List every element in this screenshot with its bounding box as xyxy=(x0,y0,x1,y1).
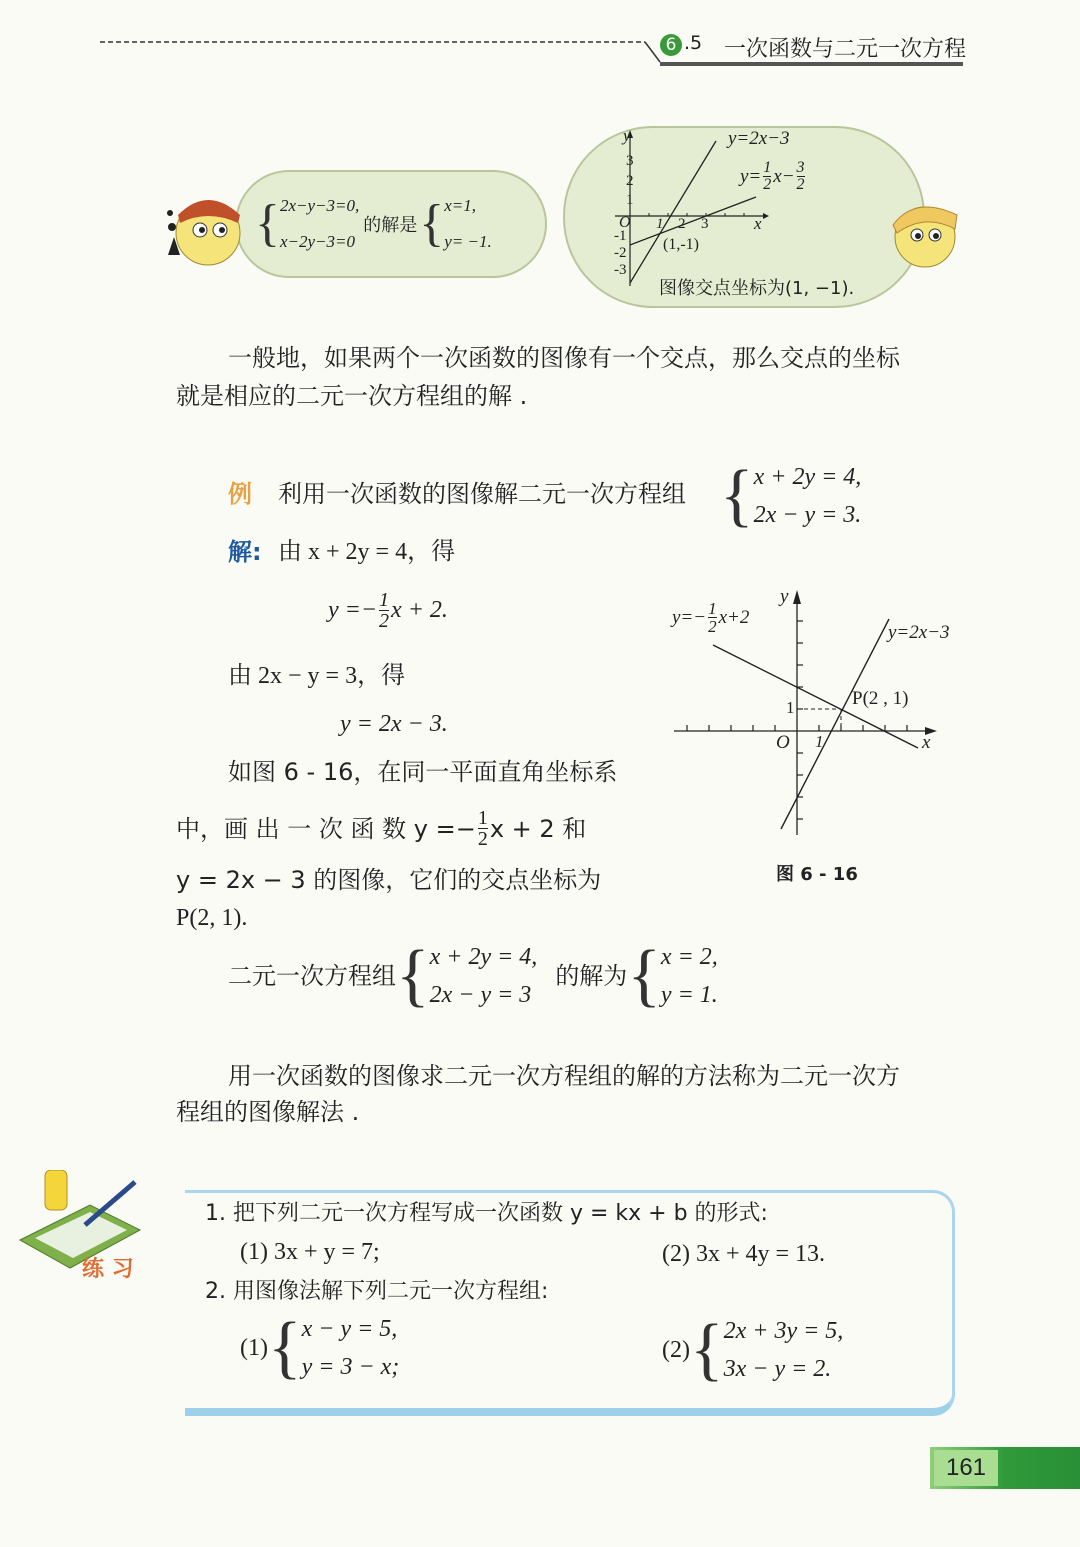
x-tick: 3 xyxy=(701,216,709,232)
eq2: x−2y−3=0 xyxy=(279,232,355,251)
solution-step: y = 2x − 3. xyxy=(340,711,448,737)
section-title: 一次函数与二元一次方程 xyxy=(724,37,967,62)
t: (2) xyxy=(662,1336,690,1363)
section-number-badge: 6 xyxy=(660,34,682,56)
t: 1 xyxy=(379,589,390,611)
example-text: 利用一次函数的图像解二元一次方程组 xyxy=(278,480,686,508)
eq: x − y = 5, xyxy=(301,1316,398,1342)
t: x− xyxy=(773,165,795,187)
x-tick: 1 xyxy=(656,216,664,232)
x-axis-label: x xyxy=(754,214,762,233)
section-sub-number: .5 xyxy=(684,32,703,54)
eq: x = 2, xyxy=(660,944,718,970)
fig-x-axis-label: x xyxy=(922,732,931,753)
eq: x + 2y = 4, xyxy=(753,464,862,490)
solution-is: 的解是 xyxy=(363,215,418,236)
t: x + 2 和 xyxy=(489,814,587,843)
t: 2 xyxy=(708,617,717,636)
x-tick: 2 xyxy=(678,216,686,232)
solution-step: 由 2x − y = 3，得 xyxy=(228,663,406,689)
t: y =− xyxy=(328,597,378,623)
line-label-2 xyxy=(740,160,807,193)
eq: y = 3 − x; xyxy=(301,1354,400,1380)
sol2: y= −1. xyxy=(444,232,492,251)
t: x + 2. xyxy=(391,597,448,623)
paragraph-line: 一般地，如果两个一次函数的图像有一个交点，那么交点的坐标 xyxy=(228,344,900,372)
conclusion: 二元一次方程组 { x + 2y = 4, 2x − y = 3 的解为 { x = 2, y = 1. xyxy=(228,937,718,1014)
tick: 2 xyxy=(626,172,634,189)
paragraph-line: 程组的图像解法 . xyxy=(176,1098,360,1126)
t: y=− xyxy=(672,606,707,628)
fig-y-axis-label: y xyxy=(780,586,789,607)
exercise-q1a: (1) 3x + y = 7; xyxy=(240,1239,380,1265)
fig-line-label-left xyxy=(672,600,749,635)
t: 二元一次方程组 xyxy=(228,962,396,990)
solution-step: 由 x + 2y = 4，得 xyxy=(278,539,456,565)
tick: -1 xyxy=(614,228,627,244)
tick: -2 xyxy=(614,245,627,261)
eq: 3x − y = 2. xyxy=(723,1356,832,1382)
paragraph-line: 用一次函数的图像求二元一次方程组的解的方法称为二元一次方 xyxy=(228,1062,900,1090)
t: (1) xyxy=(240,1334,268,1361)
t: : xyxy=(252,538,262,566)
eq: x + 2y = 4, xyxy=(429,944,538,970)
graph-caption: 图像交点坐标为(1, −1). xyxy=(659,278,855,299)
fig-x-tick: 1 xyxy=(815,732,824,751)
y-axis-label: y xyxy=(623,126,631,145)
t: 1 xyxy=(763,159,772,176)
t: 中，画 出 一 次 函 数 y =− xyxy=(176,814,476,843)
t: 3 xyxy=(796,159,805,176)
tick: 1 xyxy=(626,192,634,208)
t: x+2 xyxy=(718,606,750,628)
eq1: 2x−y−3=0, xyxy=(279,196,360,215)
sol1: x=1, xyxy=(444,196,476,215)
page-number: 161 xyxy=(934,1450,998,1486)
fig-origin: O xyxy=(776,732,790,753)
fig-point-label xyxy=(852,688,908,710)
eq: y = 1. xyxy=(660,982,718,1008)
exercise-q1: 1. 把下列二元一次方程写成一次函数 y = kx + b 的形式: xyxy=(205,1201,768,1226)
example-system: { x + 2y = 4, 2x − y = 3. xyxy=(720,457,862,534)
t: 2 xyxy=(763,176,772,193)
exercise-q2: 2. 用图像法解下列二元一次方程组: xyxy=(205,1279,549,1304)
solution-step xyxy=(328,590,448,631)
exercise-q1b: (2) 3x + 4y = 13. xyxy=(662,1241,826,1267)
exercise-badge: 练 习 xyxy=(82,1257,134,1282)
t: 2 xyxy=(477,828,488,850)
t: 2 xyxy=(379,610,390,632)
eq: 2x + 3y = 5, xyxy=(723,1318,844,1344)
t: 解 xyxy=(228,538,252,566)
line-2x-3 xyxy=(630,141,716,283)
origin-label: O xyxy=(619,214,631,231)
t: 的解为 xyxy=(555,962,628,990)
t: P(2 , 1) xyxy=(852,688,909,709)
exercise-q2b: (2) { 2x + 3y = 5, 3x − y = 2. xyxy=(662,1311,844,1388)
line-label-1: y=2x−3 xyxy=(728,128,790,149)
cartoon-girl-icon xyxy=(160,185,245,270)
tick: -3 xyxy=(614,262,627,278)
solution-text: P(2, 1). xyxy=(176,905,248,931)
solution-text: 如图 6 - 16，在同一平面直角坐标系 xyxy=(228,758,618,786)
eq: 2x − y = 3. xyxy=(753,502,862,528)
y-ticks-neg xyxy=(614,228,627,279)
t: y= xyxy=(740,165,762,187)
intersection-label: (1,-1) xyxy=(663,236,699,253)
paragraph-line: 就是相应的二元一次方程组的解 . xyxy=(176,382,528,410)
eq: 2x − y = 3 xyxy=(429,982,532,1008)
y-ticks xyxy=(626,152,634,211)
solution-text: y = 2x − 3 的图像，它们的交点坐标为 xyxy=(176,866,602,894)
fig-line-label-right: y=2x−3 xyxy=(888,622,950,643)
cartoon-boy-icon xyxy=(885,195,965,275)
t: 1 xyxy=(708,599,717,618)
example-label: 例 xyxy=(228,480,252,508)
figure-caption: 图 6 - 16 xyxy=(776,864,858,885)
solution-text xyxy=(176,808,586,849)
tick: 3 xyxy=(626,153,634,169)
left-system: { 2x−y−3=0, x−2y−3=0 的解是 { x=1, y= −1. xyxy=(255,188,492,260)
t: 2 xyxy=(796,176,805,193)
solution-label xyxy=(228,534,262,570)
fig-y-tick: 1 xyxy=(786,698,795,717)
t: 1 xyxy=(477,807,488,829)
exercise-q2a: (1) { x − y = 5, y = 3 − x; xyxy=(240,1309,400,1386)
